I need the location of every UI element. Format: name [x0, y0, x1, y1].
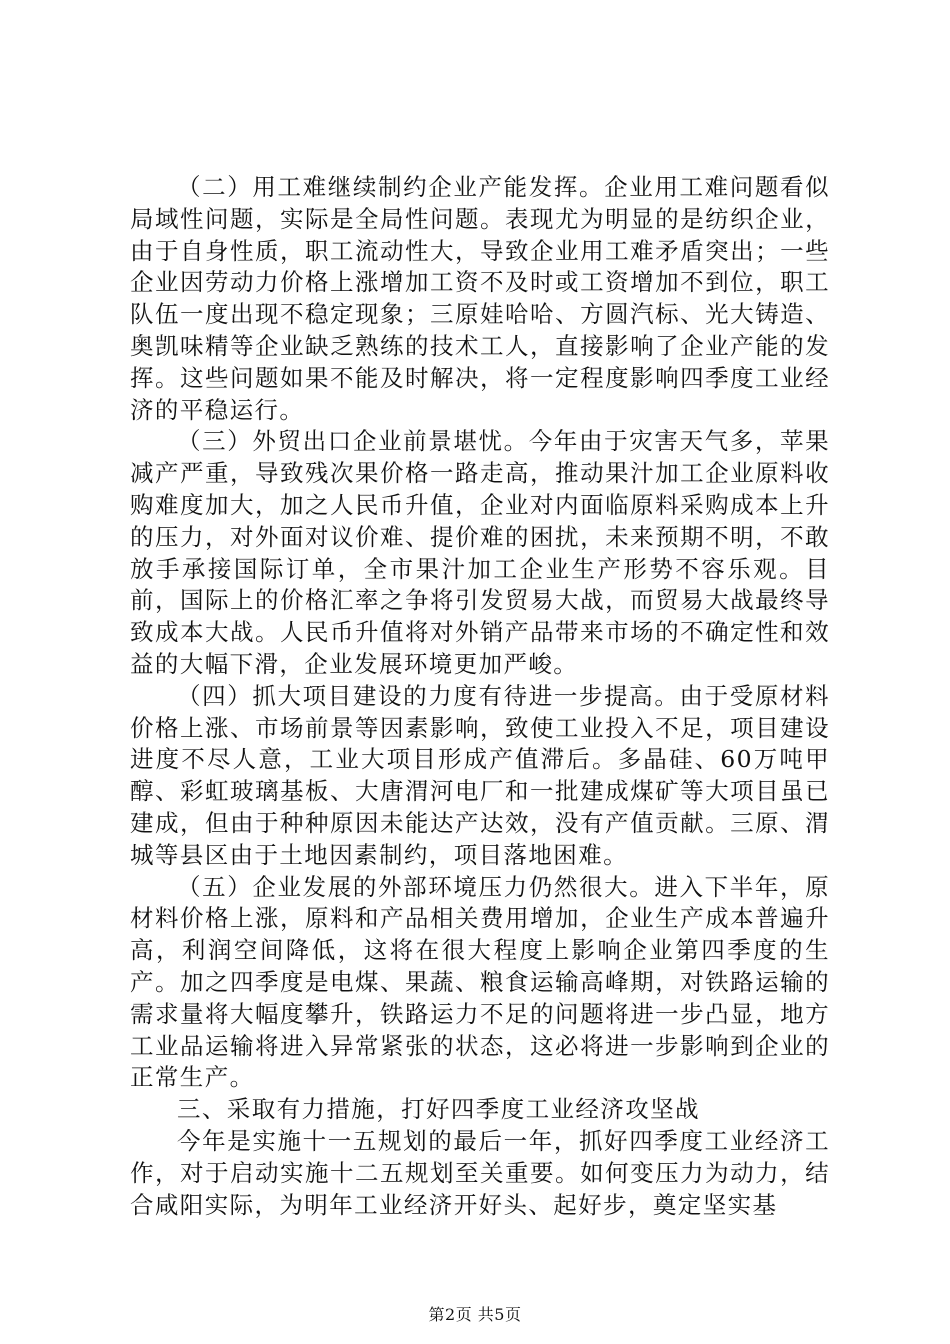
paragraph-section-5: （五）企业发展的外部环境压力仍然很大。进入下半年，原材料价格上涨，原料和产品相关费用增加，企业生产成本普遍升高，利润空间降低，这将在很大程度上影响企业第四季度的生产。加之四季度是电煤、果蔬、粮食运输高峰期，对铁路运输的需求量将大幅度攀升，铁路运力不足的问题将进一步凸显，地方工业品运输将进入异常紧张的状态，这必将进一步影响到企业的正常生产。	[130, 872, 830, 1092]
page-footer: 第2页 共5页	[428, 1305, 522, 1324]
paragraph-section-4: （四）抓大项目建设的力度有待进一步提高。由于受原材料价格上涨、市场前景等因素影响，致使工业投入不足，项目建设进度不尽人意，工业大项目形成产值滞后。多晶硅、60万吨甲醇、彩虹玻璃基板、大唐渭河电厂和一批建成煤矿等大项目虽已建成，但由于种种原因未能达产达效，没有产值贡献。三原、渭城等县区由于土地因素制约，项目落地困难。	[130, 681, 830, 869]
paragraph-section-3: （三）外贸出口企业前景堪忧。今年由于灾害天气多，苹果减产严重，导致残次果价格一路走高，推动果汁加工企业原料收购难度加大，加之人民币升值，企业对内面临原料采购成本上升的压力，对外面对议价难、提价难的困扰，未来预期不明，不敢放手承接国际订单，全市果汁加工企业生产形势不容乐观。目前，国际上的价格汇率之争将引发贸易大战，而贸易大战最终导致成本大战。人民币升值将对外销产品带来市场的不确定性和效益的大幅下滑，企业发展环境更加严峻。	[130, 427, 830, 678]
paragraph-intro-measures: 今年是实施十一五规划的最后一年，抓好四季度工业经济工作，对于启动实施十二五规划至关重要。如何变压力为动力，结合咸阳实际，为明年工业经济开好头、起好步，奠定坚实基	[130, 1126, 830, 1219]
document-body	[130, 172, 830, 1221]
section-heading-3: 三、采取有力措施，打好四季度工业经济攻坚战	[177, 1095, 700, 1124]
paragraph-section-2: （二）用工难继续制约企业产能发挥。企业用工难问题看似局域性问题，实际是全局性问题。表现尤为明显的是纺织企业，由于自身性质，职工流动性大，导致企业用工难矛盾突出；一些企业因劳动力价格上涨增加工资不及时或工资增加不到位，职工队伍一度出现不稳定现象；三原娃哈哈、方圆汽标、光大铸造、奥凯味精等企业缺乏熟练的技术工人，直接影响了企业产能的发挥。这些问题如果不能及时解决，将一定程度影响四季度工业经济的平稳运行。	[130, 173, 830, 424]
